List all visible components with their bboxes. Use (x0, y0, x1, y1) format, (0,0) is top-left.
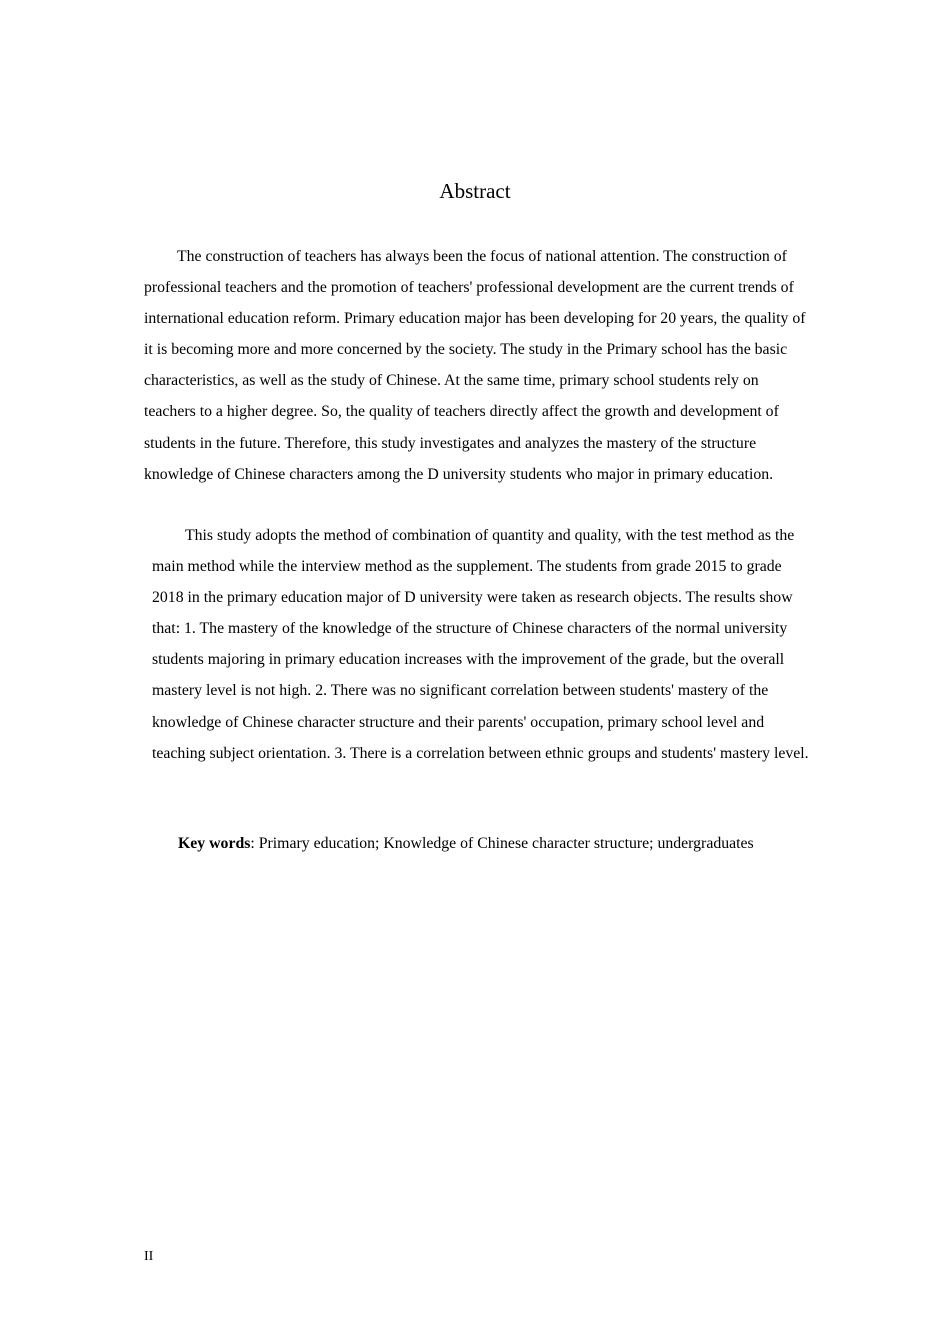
page-title: Abstract (439, 179, 511, 203)
keywords-label: Key words (178, 835, 251, 852)
abstract-paragraph-2: This study adopts the method of combination of quantity and quality, with the test method as the main method while the interview method as the supplement. The students from grade 2015 to grade 2018 in the primary education major of D university were taken as research objects. The results show that: 1. The mastery of the knowledge of the structure of Chinese characters of the normal university students majoring in primary education increases with the improvement of the grade, but the overall mastery level is not high. 2. There was no significant correlation between students' mastery of the knowledge of Chinese character structure and their parents' occupation, primary school level and teaching subject orientation. 3. There is a correlation between ethnic groups and students' mastery level. (152, 527, 809, 762)
keywords-line (178, 829, 818, 859)
keywords-separator: : (250, 835, 259, 852)
keywords-text: Primary education; Knowledge of Chinese character structure; undergraduates (258, 835, 754, 852)
page-number: II (144, 1249, 154, 1264)
abstract-paragraph-1: The construction of teachers has always been the focus of national attention. The construction of professional teachers and the promotion of teachers' professional development are the current trends of international education reform. Primary education major has been developing for 20 years, the quality of it is becoming more and more concerned by the society. The study in the Primary school has the basic characteristics, as well as the study of Chinese. At the same time, primary school students rely on teachers to a higher degree. So, the quality of teachers directly affect the growth and development of students in the future. Therefore, this study investigates and analyzes the mastery of the structure knowledge of Chinese characters among the D university students who major in primary education. (144, 248, 806, 483)
